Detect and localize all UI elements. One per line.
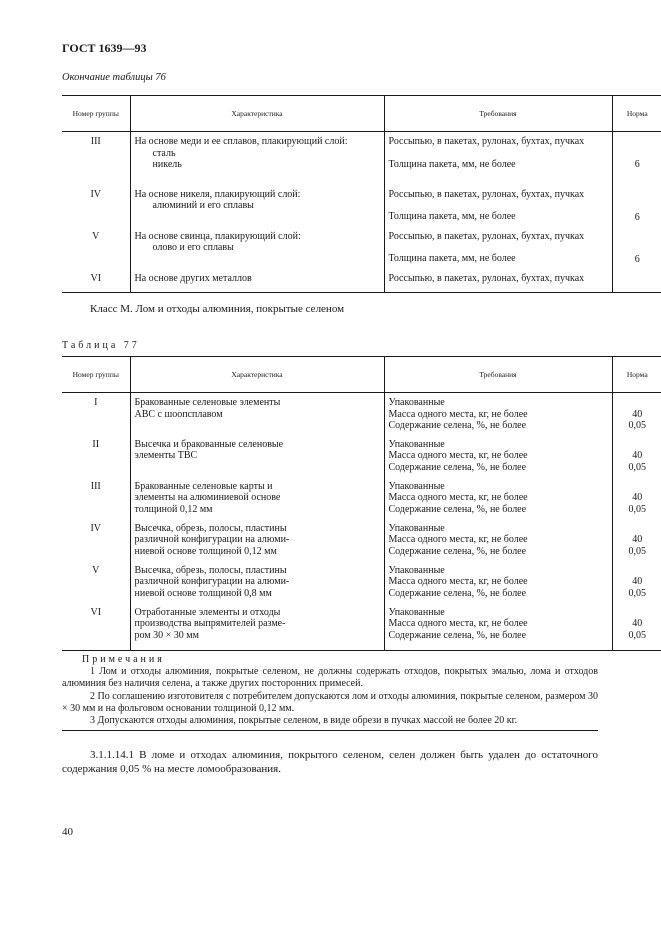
table-continuation-caption: Окончание таблицы 76 xyxy=(62,72,166,83)
class-m-heading: Класс М. Лом и отходы алюминия, покрытые селеном xyxy=(90,303,345,315)
table-row xyxy=(62,393,661,435)
requirement-line: Россыпью, в пакетах, рулонах, бухтах, пучках xyxy=(388,136,585,147)
characteristic-sub: сталь xyxy=(152,147,176,159)
table-row xyxy=(62,132,661,185)
characteristic-main: На основе никеля, плакирующий слой: xyxy=(134,188,301,200)
requirement-line: Содержание селена, %, не более xyxy=(388,420,527,431)
table-76 xyxy=(62,95,661,293)
requirements-cell xyxy=(384,185,612,227)
characteristic-cell xyxy=(130,477,384,519)
norm-value xyxy=(612,269,661,293)
characteristic-line: Бракованные селеновые карты и xyxy=(134,480,273,492)
group-number: III xyxy=(90,480,101,492)
norm-value: 40 xyxy=(632,576,643,587)
characteristic-sub: алюминий и его сплавы xyxy=(152,200,254,211)
requirements-cell xyxy=(384,227,612,269)
table-77-label: Таблица 77 xyxy=(62,340,140,351)
characteristic-cell xyxy=(130,561,384,603)
norm-value: 40 xyxy=(632,492,643,503)
norm-cell xyxy=(612,519,661,561)
norm-cell xyxy=(612,561,661,603)
norm-value: 40 xyxy=(632,408,643,420)
characteristic-line: Высечка и бракованные селеновые xyxy=(134,438,284,450)
characteristic-line: толщиной 0,12 мм xyxy=(134,503,213,515)
group-number: V xyxy=(92,230,100,242)
header-requirements: Требования xyxy=(384,357,612,393)
characteristic-line: ниевой основе толщиной 0,8 мм xyxy=(134,587,272,599)
characteristic-main: На основе меди и ее сплавов, плакирующий слой: xyxy=(134,136,348,147)
norm-value: 0,05 xyxy=(628,461,646,473)
characteristic-line: элементы на алюминиевой основе xyxy=(134,492,281,503)
requirement-line: Масса одного места, кг, не более xyxy=(388,408,528,420)
requirements-cell xyxy=(384,519,612,561)
group-number: V xyxy=(92,564,100,576)
requirement-line: Масса одного места, кг, не более xyxy=(388,534,528,545)
table-76-header-row xyxy=(62,96,661,132)
characteristic-line: Высечка, обрезь, полосы, пластины xyxy=(134,564,287,576)
requirement-line: Содержание селена, %, не более xyxy=(388,503,527,515)
note-item: 1 Лом и отходы алюминия, покрытые селеном, не должны содержать отходов, покрытых эмалью, лома и отходов алюминия без наличия селена, а также других посторонних примесей. xyxy=(62,666,598,690)
characteristic-line: ром 30 × 30 мм xyxy=(134,629,199,641)
norm-cell xyxy=(612,435,661,477)
characteristic-cell xyxy=(130,393,384,435)
characteristic-cell xyxy=(130,603,384,651)
header-group-number: Номер группы xyxy=(62,96,130,132)
requirement-line: Толщина пакета, мм, не более xyxy=(388,211,516,222)
requirement-line: Толщина пакета, мм, не более xyxy=(388,253,516,264)
characteristic-line: элементы ТВС xyxy=(134,450,198,461)
notes-heading: Примечания xyxy=(82,654,165,665)
note-item: 2 По соглашению изготовителя с потребителем допускаются лом и отходы алюминия, покрытые селеном, размером 30 × 30 мм и на фольговом основании толщиной 0,12 мм. xyxy=(62,690,598,714)
page-number: 40 xyxy=(62,826,73,838)
characteristic-sub: никель xyxy=(152,159,182,170)
norm-cell xyxy=(612,603,661,651)
requirement-line: Содержание селена, %, не более xyxy=(388,461,527,473)
norm-cell xyxy=(612,477,661,519)
requirement-line: Упакованные xyxy=(388,606,445,618)
characteristic-line: АВС с шоопсплавом xyxy=(134,408,223,420)
requirements-cell xyxy=(384,477,612,519)
header-requirements: Требования xyxy=(384,96,612,132)
table-77-header-row xyxy=(62,357,661,393)
requirement-line: Масса одного места, кг, не более xyxy=(388,450,528,461)
norm-value: 0,05 xyxy=(628,420,646,431)
note-item: 3 Допускаются отходы алюминия, покрытые селеном, в виде обрези в пучках массой не более 20 кг. xyxy=(90,715,518,727)
characteristic-line: Высечка, обрезь, полосы, пластины xyxy=(134,522,287,534)
characteristic-cell xyxy=(130,185,384,227)
norm-value: 0,05 xyxy=(628,587,646,599)
table-77 xyxy=(62,356,661,651)
requirement-line: Масса одного места, кг, не более xyxy=(388,492,528,503)
requirement-line: Масса одного места, кг, не более xyxy=(388,576,528,587)
requirement-line: Россыпью, в пакетах, рулонах, бухтах, пучках xyxy=(388,230,585,242)
requirement-line: Россыпью, в пакетах, рулонах, бухтах, пучках xyxy=(384,269,612,293)
table-row xyxy=(62,561,661,603)
table-77-notes xyxy=(62,654,598,731)
table-row xyxy=(62,269,661,293)
group-number: IV xyxy=(90,522,102,534)
header-norm: Норма xyxy=(612,357,661,393)
table-row xyxy=(62,227,661,269)
header-norm: Норма xyxy=(612,96,661,132)
group-number: VI xyxy=(62,603,130,651)
characteristic-line: Отработанные элементы и отходы xyxy=(134,606,281,618)
characteristic-line: Бракованные селеновые элементы xyxy=(134,397,281,408)
group-number: I xyxy=(94,397,98,408)
requirements-cell xyxy=(384,393,612,435)
characteristic-cell xyxy=(130,132,384,185)
norm-value: 0,05 xyxy=(628,629,646,641)
table-row xyxy=(62,185,661,227)
norm-value: 40 xyxy=(632,618,643,629)
requirement-line: Толщина пакета, мм, не более xyxy=(388,158,516,170)
group-number: II xyxy=(92,438,100,450)
header-group-number: Номер группы xyxy=(62,357,130,393)
group-number: VI xyxy=(62,269,130,293)
requirement-line: Содержание селена, %, не более xyxy=(388,545,527,557)
requirement-line: Упакованные xyxy=(388,522,445,534)
requirement-line: Содержание селена, %, не более xyxy=(388,629,527,641)
norm-value: 0,05 xyxy=(628,545,646,557)
requirement-line: Упакованные xyxy=(388,397,445,408)
characteristic-main: На основе других металлов xyxy=(130,269,384,293)
table-row xyxy=(62,519,661,561)
table-row xyxy=(62,477,661,519)
group-number: IV xyxy=(90,188,102,200)
requirement-line: Упакованные xyxy=(388,564,445,576)
requirement-line: Масса одного места, кг, не более xyxy=(388,618,528,629)
group-number: III xyxy=(90,136,101,147)
characteristic-sub: олово и его сплавы xyxy=(152,242,234,253)
norm-cell xyxy=(612,393,661,435)
requirements-cell xyxy=(384,435,612,477)
requirements-cell xyxy=(384,561,612,603)
table-row xyxy=(62,603,661,651)
requirements-cell xyxy=(384,603,612,651)
characteristic-line: различной конфигурации на алюми- xyxy=(134,534,290,545)
header-characteristic: Характеристика xyxy=(130,96,384,132)
characteristic-cell xyxy=(130,519,384,561)
characteristic-cell xyxy=(130,227,384,269)
table-row xyxy=(62,435,661,477)
norm-value: 40 xyxy=(632,534,643,545)
document-title: ГОСТ 1639—93 xyxy=(62,41,147,55)
requirement-line: Россыпью, в пакетах, рулонах, бухтах, пучках xyxy=(388,188,585,200)
requirement-line: Упакованные xyxy=(388,480,445,492)
requirement-line: Упакованные xyxy=(388,438,445,450)
header-characteristic: Характеристика xyxy=(130,357,384,393)
characteristic-line: различной конфигурации на алюми- xyxy=(134,576,290,587)
characteristic-line: производства выпрямителей разме- xyxy=(134,618,286,629)
characteristic-main: На основе свинца, плакирующий слой: xyxy=(134,230,301,242)
norm-value: 6 xyxy=(612,132,661,185)
clause-3-1-1-14-1: 3.1.1.14.1 В ломе и отходах алюминия, покрытого селеном, селен должен быть удален до остаточного содержания 0,05 % на месте ломообразования. xyxy=(62,749,598,775)
characteristic-line: ниевой основе толщиной 0,12 мм xyxy=(134,545,277,557)
norm-value: 0,05 xyxy=(628,503,646,515)
norm-value: 6 xyxy=(612,227,661,269)
requirements-cell xyxy=(384,132,612,185)
characteristic-cell xyxy=(130,435,384,477)
norm-value: 6 xyxy=(612,185,661,227)
norm-value: 40 xyxy=(632,450,643,461)
requirement-line: Содержание селена, %, не более xyxy=(388,587,527,599)
